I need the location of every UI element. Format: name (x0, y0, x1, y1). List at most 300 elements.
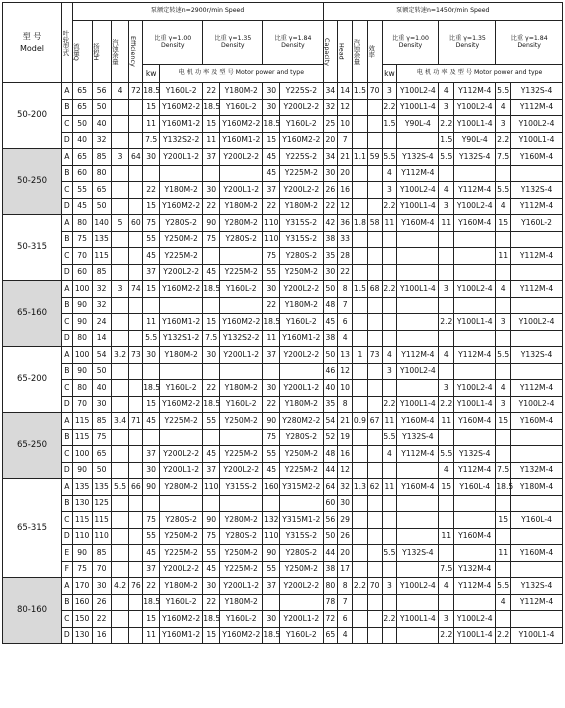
table-cell: 56 (92, 83, 111, 100)
table-cell (367, 297, 382, 314)
table-cell (129, 182, 143, 199)
table-cell: 45 (263, 462, 280, 479)
table-cell: B (62, 594, 73, 611)
table-cell: 130 (72, 495, 92, 512)
table-cell: 22 (263, 396, 280, 413)
table-cell: 22 (263, 198, 280, 215)
table-cell (367, 611, 382, 628)
table-cell: Y100L2-4 (511, 396, 563, 413)
table-cell: 33 (338, 231, 353, 248)
table-cell: 75 (72, 231, 92, 248)
table-row (3, 446, 563, 463)
table-cell (367, 627, 382, 644)
table-row (3, 149, 563, 166)
table-cell: Y160M2-2 (160, 198, 203, 215)
table-cell: Y160L-2 (280, 627, 323, 644)
table-cell (382, 594, 397, 611)
table-cell (111, 545, 129, 562)
table-cell (439, 231, 454, 248)
table-cell: Y315M2-2 (280, 479, 323, 496)
table-cell (353, 297, 368, 314)
table-cell (129, 314, 143, 331)
kw-header-2: kw (382, 65, 397, 83)
table-cell: Y160L-2 (220, 396, 263, 413)
table-cell: 3 (382, 363, 397, 380)
table-cell: Y132S-4 (454, 446, 496, 463)
table-cell: 8 (338, 281, 353, 298)
table-cell (496, 264, 511, 281)
table-cell: 4 (439, 347, 454, 364)
table-cell: 30 (338, 495, 353, 512)
table-cell (454, 165, 496, 182)
table-cell: 100 (72, 347, 92, 364)
table-cell: Y160M2-2 (160, 281, 203, 298)
table-cell: 70 (367, 83, 382, 100)
table-cell: 130 (72, 627, 92, 644)
table-cell: 38 (323, 231, 338, 248)
table-cell (111, 462, 129, 479)
table-cell: 132 (263, 512, 280, 529)
table-row (3, 330, 563, 347)
table-cell: Y160L-2 (220, 281, 263, 298)
table-cell: 45 (203, 264, 220, 281)
table-cell (367, 248, 382, 265)
table-cell: 35 (323, 396, 338, 413)
table-cell: 5.5 (111, 479, 129, 496)
table-cell: 11 (439, 413, 454, 430)
table-row (3, 627, 563, 644)
table-cell: 40 (92, 116, 111, 133)
table-cell (160, 495, 203, 512)
table-cell: 15 (143, 281, 160, 298)
model-name: 80-160 (3, 578, 62, 644)
table-cell: Y160M1-2 (280, 330, 323, 347)
table-cell (397, 314, 439, 331)
table-cell (129, 545, 143, 562)
table-cell: 90 (72, 462, 92, 479)
table-cell: Y200L2-2 (220, 149, 263, 166)
table-cell: 62 (367, 479, 382, 496)
table-cell (367, 512, 382, 529)
table-cell: 66 (129, 479, 143, 496)
table-cell: 90 (72, 363, 92, 380)
table-cell: 2.2 (439, 314, 454, 331)
table-cell: 78 (323, 594, 338, 611)
table-cell: 12 (338, 198, 353, 215)
table-cell: 11 (143, 116, 160, 133)
table-cell: C (62, 182, 73, 199)
table-cell: A (62, 347, 73, 364)
table-cell: 1.5 (353, 281, 368, 298)
table-cell: Y160M-4 (397, 479, 439, 496)
table-cell (496, 231, 511, 248)
table-cell (397, 495, 439, 512)
table-cell (397, 231, 439, 248)
table-cell: 115 (72, 429, 92, 446)
table-cell (367, 561, 382, 578)
table-cell: 30 (203, 347, 220, 364)
model-name: 50-250 (3, 149, 62, 215)
table-cell (382, 462, 397, 479)
table-cell (129, 363, 143, 380)
table-cell: Y112M-4 (454, 578, 496, 595)
table-cell: 30 (263, 99, 280, 116)
table-cell: Y200L1-2 (160, 462, 203, 479)
table-cell (220, 429, 263, 446)
table-cell: Y132S2-2 (220, 330, 263, 347)
table-cell: 3 (439, 99, 454, 116)
table-cell: 26 (92, 594, 111, 611)
table-row (3, 198, 563, 215)
model-name: 65-160 (3, 281, 62, 347)
table-cell: 55 (263, 561, 280, 578)
table-cell: 55 (72, 182, 92, 199)
table-cell: 22 (338, 264, 353, 281)
capacity-header-2: Capacity (323, 21, 338, 83)
table-cell: 11 (263, 330, 280, 347)
table-cell: 74 (129, 281, 143, 298)
table-cell: 26 (323, 182, 338, 199)
table-cell: Y225M-2 (280, 462, 323, 479)
table-cell: Y160M-4 (511, 413, 563, 430)
table-cell (439, 330, 454, 347)
table-cell: 18.5 (143, 83, 160, 100)
table-cell: 18.5 (203, 99, 220, 116)
table-cell: 70 (72, 396, 92, 413)
table-cell: Y100L1-4 (397, 281, 439, 298)
table-cell (511, 495, 563, 512)
table-row (3, 215, 563, 232)
table-cell (511, 611, 563, 628)
table-cell: 10 (338, 380, 353, 397)
table-cell: 15 (143, 396, 160, 413)
table-cell (129, 611, 143, 628)
table-cell: 11 (439, 528, 454, 545)
table-cell: D (62, 330, 73, 347)
table-cell: 45 (143, 413, 160, 430)
table-cell: Y280S-2 (280, 429, 323, 446)
table-cell: 45 (263, 149, 280, 166)
table-cell: Y180M-2 (160, 347, 203, 364)
table-cell (439, 165, 454, 182)
table-cell: A (62, 215, 73, 232)
table-cell: D (62, 264, 73, 281)
table-cell: F (62, 561, 73, 578)
table-cell: Y200L1-2 (220, 347, 263, 364)
table-row (3, 545, 563, 562)
table-cell: 29 (338, 512, 353, 529)
table-cell: 2.2 (382, 281, 397, 298)
table-cell: 2.2 (382, 611, 397, 628)
table-cell: 65 (92, 446, 111, 463)
table-cell: 110 (263, 231, 280, 248)
table-cell: E (62, 545, 73, 562)
table-cell: 54 (92, 347, 111, 364)
table-cell: 38 (323, 330, 338, 347)
table-cell: 7.5 (496, 149, 511, 166)
table-cell: Y280S-2 (160, 512, 203, 529)
table-cell: 3 (496, 116, 511, 133)
table-cell: 65 (72, 99, 92, 116)
table-cell: 18.5 (263, 627, 280, 644)
table-cell (353, 314, 368, 331)
table-cell: Y160M-4 (397, 215, 439, 232)
table-cell: 50 (323, 347, 338, 364)
table-cell: 80 (72, 330, 92, 347)
table-cell: 30 (263, 83, 280, 100)
model-name: 65-250 (3, 413, 62, 479)
table-cell: 10 (338, 116, 353, 133)
table-cell: 11 (382, 479, 397, 496)
table-cell: 3 (111, 281, 129, 298)
table-cell (203, 363, 220, 380)
table-cell: 90 (263, 545, 280, 562)
table-cell: D (62, 132, 73, 149)
table-cell: 115 (92, 248, 111, 265)
table-row (3, 314, 563, 331)
table-cell: 65 (92, 182, 111, 199)
table-cell (367, 528, 382, 545)
table-cell: 2.2 (439, 116, 454, 133)
table-cell: 15 (203, 314, 220, 331)
table-cell: 4 (382, 347, 397, 364)
table-cell (397, 462, 439, 479)
table-cell (111, 429, 129, 446)
table-cell (111, 132, 129, 149)
table-cell (353, 363, 368, 380)
table-cell (439, 429, 454, 446)
table-cell: A (62, 149, 73, 166)
table-cell: C (62, 314, 73, 331)
table-cell: Y160L-2 (280, 116, 323, 133)
table-cell: Y180M-2 (160, 182, 203, 199)
table-cell: Y180M-2 (220, 380, 263, 397)
table-cell: 5.5 (382, 545, 397, 562)
table-cell (111, 594, 129, 611)
table-cell: Y90L-4 (454, 132, 496, 149)
table-cell (367, 462, 382, 479)
table-cell (220, 495, 263, 512)
table-cell: 2.2 (382, 396, 397, 413)
table-cell: Y112M-4 (397, 446, 439, 463)
table-cell: 11 (143, 314, 160, 331)
table-cell (263, 495, 280, 512)
table-row (3, 116, 563, 133)
table-cell: 100 (72, 281, 92, 298)
table-cell: 1.5 (353, 83, 368, 100)
table-row (3, 429, 563, 446)
table-cell: Y160M1-2 (160, 627, 203, 644)
table-cell: 40 (323, 380, 338, 397)
table-cell (129, 627, 143, 644)
table-row (3, 512, 563, 529)
table-cell (353, 182, 368, 199)
table-cell (280, 495, 323, 512)
table-cell: 18.5 (203, 396, 220, 413)
table-cell: Y132S2-2 (160, 132, 203, 149)
table-cell: Y250M-2 (160, 231, 203, 248)
table-cell: 3 (382, 578, 397, 595)
table-cell: A (62, 413, 73, 430)
table-cell: Y160M2-2 (160, 611, 203, 628)
table-cell: 110 (203, 479, 220, 496)
table-cell: 6 (338, 314, 353, 331)
table-cell (353, 396, 368, 413)
table-cell: 70 (367, 578, 382, 595)
table-cell: 22 (203, 380, 220, 397)
table-cell: 37 (263, 347, 280, 364)
table-cell: 32 (92, 132, 111, 149)
table-cell (353, 528, 368, 545)
table-cell (353, 380, 368, 397)
table-cell: 1.1 (353, 149, 368, 166)
table-cell (439, 545, 454, 562)
table-cell: 2.2 (353, 578, 368, 595)
table-cell: 5.5 (496, 182, 511, 199)
table-cell: Y100L1-4 (397, 396, 439, 413)
table-cell: Y132M-4 (511, 462, 563, 479)
table-cell: Y180M-4 (511, 479, 563, 496)
table-cell (353, 512, 368, 529)
table-cell: 11 (439, 215, 454, 232)
table-cell: 30 (323, 165, 338, 182)
table-cell: 45 (203, 561, 220, 578)
npsh-header-2: 汽蚀余量 (353, 21, 368, 83)
table-cell: 50 (92, 198, 111, 215)
table-cell (129, 99, 143, 116)
table-cell: 52 (323, 429, 338, 446)
table-cell (129, 198, 143, 215)
table-cell: 30 (263, 281, 280, 298)
table-cell: 65 (72, 83, 92, 100)
table-cell: 4 (382, 446, 397, 463)
table-cell (496, 330, 511, 347)
table-cell: 125 (92, 495, 111, 512)
table-cell: Y200L1-2 (280, 611, 323, 628)
table-cell: Y112M-4 (454, 347, 496, 364)
table-cell: Y160L-2 (220, 99, 263, 116)
table-cell: 32 (92, 297, 111, 314)
table-cell: Y280S-2 (160, 215, 203, 232)
table-cell (129, 248, 143, 265)
table-cell (129, 495, 143, 512)
table-cell (511, 330, 563, 347)
table-cell: 3 (382, 182, 397, 199)
table-cell: Y100L2-4 (454, 99, 496, 116)
table-cell: 48 (323, 297, 338, 314)
table-cell: 30 (92, 396, 111, 413)
table-cell (367, 495, 382, 512)
table-cell: Y100L2-4 (397, 363, 439, 380)
table-cell (439, 594, 454, 611)
table-cell (511, 297, 563, 314)
table-cell: 5.5 (382, 149, 397, 166)
table-cell (353, 99, 368, 116)
table-cell: Y280S-2 (220, 231, 263, 248)
table-cell: 11 (496, 248, 511, 265)
table-cell: 50 (72, 116, 92, 133)
table-cell (353, 627, 368, 644)
table-cell: Y315S-2 (280, 528, 323, 545)
table-row (3, 396, 563, 413)
table-cell: 60 (129, 215, 143, 232)
density-1-header: 比重 γ=1.00 Density (143, 21, 203, 65)
table-cell: 24 (92, 314, 111, 331)
table-cell (111, 182, 129, 199)
table-cell: 15 (496, 215, 511, 232)
table-row (3, 165, 563, 182)
table-cell: 16 (92, 627, 111, 644)
table-row (3, 347, 563, 364)
table-row (3, 594, 563, 611)
table-cell: Y132S-4 (454, 149, 496, 166)
table-cell: 60 (72, 165, 92, 182)
table-cell: B (62, 429, 73, 446)
table-cell: Y100L2-4 (454, 198, 496, 215)
model-name: 65-200 (3, 347, 62, 413)
density-3-header: 比重 γ=1.84 Density (263, 21, 323, 65)
table-cell: 26 (338, 528, 353, 545)
table-cell: 37 (203, 462, 220, 479)
table-cell: 30 (143, 149, 160, 166)
table-cell: 11 (203, 132, 220, 149)
table-cell: Y280M2-2 (280, 413, 323, 430)
table-cell: 22 (263, 297, 280, 314)
table-cell (111, 380, 129, 397)
table-cell (454, 495, 496, 512)
table-cell: 75 (143, 512, 160, 529)
table-cell: Y160M1-2 (160, 116, 203, 133)
table-cell: A (62, 281, 73, 298)
table-cell: Y100L2-4 (397, 182, 439, 199)
table-cell: Y250M-2 (220, 413, 263, 430)
table-cell: Y280S-2 (220, 528, 263, 545)
table-cell: Y160L-4 (454, 479, 496, 496)
table-cell (382, 314, 397, 331)
table-cell: 110 (72, 528, 92, 545)
table-cell (353, 116, 368, 133)
table-cell: Y112M-4 (511, 594, 563, 611)
table-cell (280, 363, 323, 380)
table-cell: Y100L1-4 (454, 396, 496, 413)
table-cell (160, 429, 203, 446)
table-cell (111, 165, 129, 182)
table-cell: 5.5 (143, 330, 160, 347)
table-cell (129, 264, 143, 281)
table-cell: Y280M-2 (220, 215, 263, 232)
table-cell: 80 (323, 578, 338, 595)
table-cell: Y132S-4 (511, 83, 563, 100)
table-cell (439, 297, 454, 314)
table-cell: 32 (92, 281, 111, 298)
table-cell (129, 132, 143, 149)
table-cell: Y180M-2 (160, 578, 203, 595)
table-cell (397, 264, 439, 281)
table-cell (129, 429, 143, 446)
table-cell (382, 627, 397, 644)
table-cell: Y100L2-4 (454, 281, 496, 298)
table-cell (439, 363, 454, 380)
table-cell: 2.2 (439, 627, 454, 644)
table-cell: 75 (263, 429, 280, 446)
table-cell (111, 611, 129, 628)
table-cell (367, 545, 382, 562)
table-cell: 11 (143, 627, 160, 644)
table-cell: B (62, 363, 73, 380)
table-cell: 37 (143, 264, 160, 281)
table-cell (397, 132, 439, 149)
table-cell: 4 (382, 165, 397, 182)
